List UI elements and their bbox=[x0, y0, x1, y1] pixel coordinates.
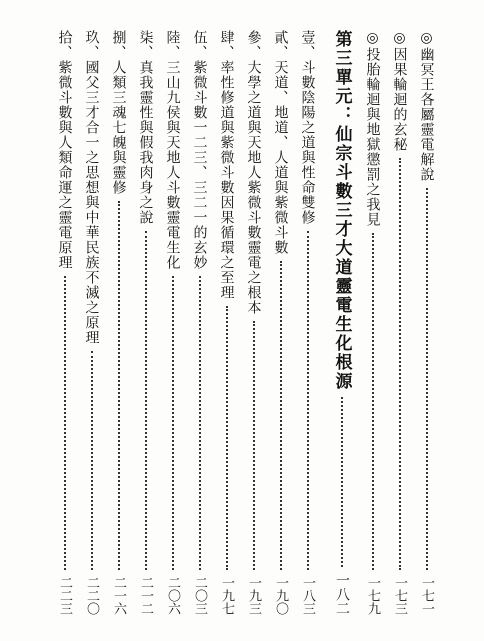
dot-leader bbox=[280, 261, 282, 570]
dot-leader bbox=[199, 276, 201, 570]
toc-entry-page: 一七三 bbox=[392, 576, 407, 615]
dot-leader bbox=[145, 231, 147, 570]
toc-entry[interactable] bbox=[186, 30, 213, 615]
dot-leader bbox=[118, 201, 120, 570]
toc-entry-page: 二二〇 bbox=[84, 576, 99, 615]
toc-entry[interactable] bbox=[78, 30, 105, 615]
toc-entry-title: 拾、紫微斗數與人類命運之靈電原理 bbox=[56, 30, 73, 270]
toc-heading-title: 第三單元：仙宗斗數三才大道靈電生化根源 bbox=[331, 30, 352, 391]
toc-entry-title: 肆、率性修道與紫微斗數因果循環之至理 bbox=[218, 30, 235, 300]
dot-leader bbox=[226, 306, 228, 570]
toc-entry-title: 陸、三山九侯與天地人斗數靈電生化 bbox=[164, 30, 181, 270]
toc-entry-page: 二一二 bbox=[138, 576, 153, 615]
toc-entry-title: ◎投胎輪迴與地獄懲罰之我見 bbox=[364, 30, 381, 227]
toc-section-heading[interactable] bbox=[325, 30, 359, 615]
toc-entry-page: 一九三 bbox=[246, 576, 261, 615]
dot-leader bbox=[372, 233, 374, 570]
toc-entry-page: 一七一 bbox=[419, 576, 434, 615]
toc-entry[interactable] bbox=[386, 30, 413, 615]
toc-entry-page: 二一六 bbox=[111, 576, 126, 615]
toc-entry[interactable] bbox=[359, 30, 386, 615]
toc-entry-page: 二二三 bbox=[57, 576, 72, 615]
toc-entry-title: 壹、斗數陰陽之道與性命雙修 bbox=[299, 30, 316, 225]
toc-entry-title: ◎因果輪迴的玄秘 bbox=[391, 30, 408, 152]
dot-leader bbox=[426, 188, 428, 570]
dot-leader bbox=[253, 321, 255, 570]
toc-entry[interactable] bbox=[105, 30, 132, 615]
toc-entry-title: 捌、人類三魂七魄與靈修 bbox=[110, 30, 127, 195]
toc-entry-page: 二〇六 bbox=[165, 576, 180, 615]
toc-entry[interactable] bbox=[240, 30, 267, 615]
dot-leader bbox=[341, 397, 343, 567]
dot-leader bbox=[91, 351, 93, 570]
toc-entry-title: 柒、真我靈性與假我肉身之說 bbox=[137, 30, 154, 225]
toc-entry-title: 玖、國父三才合一之思想與中華民族不滅之原理 bbox=[83, 30, 100, 345]
toc-entry-title: 貳、天道、地道、人道與紫微斗數 bbox=[272, 30, 289, 255]
toc-entry[interactable] bbox=[294, 30, 321, 615]
toc-entry-title: 伍、紫微斗數一二三、三二一的玄妙 bbox=[191, 30, 208, 270]
dot-leader bbox=[399, 158, 401, 570]
toc-entry[interactable] bbox=[51, 30, 78, 615]
toc-entry-page: 一九七 bbox=[219, 576, 234, 615]
toc-entry-page: 一七九 bbox=[365, 576, 380, 615]
toc-heading-page: 一八二 bbox=[334, 573, 350, 615]
toc-entry[interactable] bbox=[132, 30, 159, 615]
dot-leader bbox=[172, 276, 174, 570]
dot-leader bbox=[307, 231, 309, 570]
toc-entry[interactable] bbox=[159, 30, 186, 615]
toc-entry[interactable] bbox=[413, 30, 440, 615]
toc-entry[interactable] bbox=[213, 30, 240, 615]
dot-leader bbox=[64, 276, 66, 570]
table-of-contents bbox=[51, 30, 440, 615]
toc-entry[interactable] bbox=[267, 30, 294, 615]
toc-entry-title: 參、大學之道與天地人紫微斗數靈電之根本 bbox=[245, 30, 262, 315]
toc-entry-page: 一九〇 bbox=[273, 576, 288, 615]
toc-entry-title: ◎幽冥王各屬靈電解說 bbox=[418, 30, 435, 182]
toc-entry-page: 二〇三 bbox=[192, 576, 207, 615]
toc-entry-page: 一八三 bbox=[300, 576, 315, 615]
